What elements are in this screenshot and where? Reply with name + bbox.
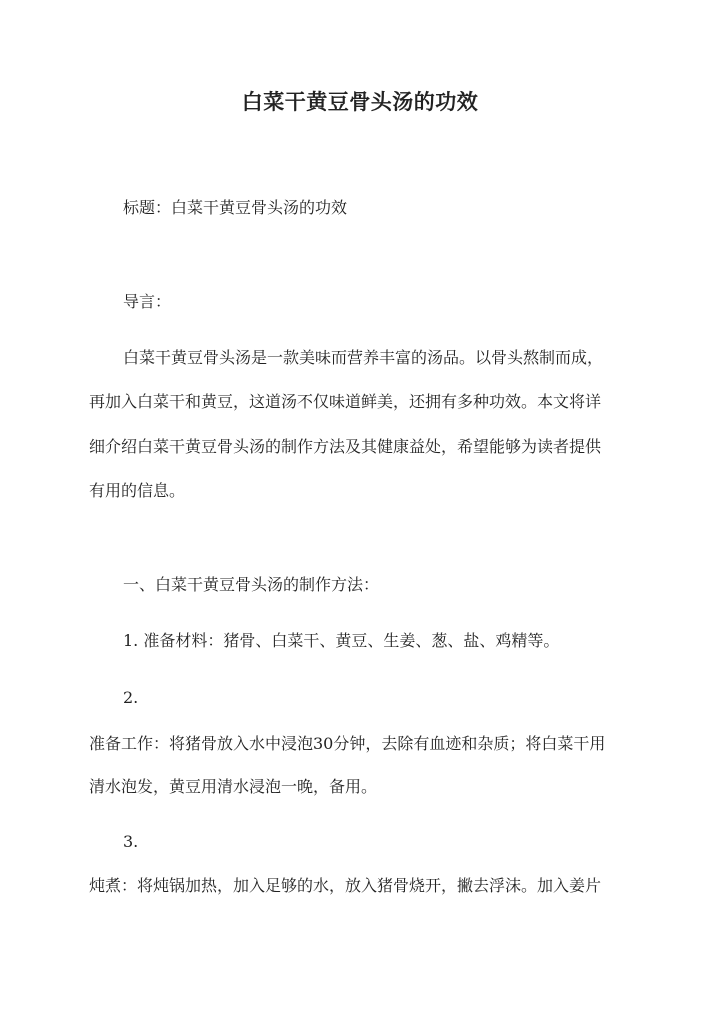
step-3-line: 炖煮：将炖锅加热，加入足够的水，放入猪骨烧开，撇去浮沫。加入姜片 — [89, 876, 602, 895]
step-3-number: 3. — [123, 832, 139, 851]
document-title: 白菜干黄豆骨头汤的功效 — [241, 89, 479, 114]
intro-paragraph-line: 有用的信息。 — [89, 481, 186, 500]
step-2-line: 清水泡发，黄豆用清水浸泡一晚，备用。 — [89, 777, 378, 796]
intro-heading: 导言： — [123, 292, 172, 311]
step-2-number: 2. — [123, 688, 139, 707]
intro-paragraph-line: 细介绍白菜干黄豆骨头汤的制作方法及其健康益处，希望能够为读者提供 — [89, 437, 602, 456]
intro-paragraph-line: 白菜干黄豆骨头汤是一款美味而营养丰富的汤品。以骨头熬制而成， — [123, 348, 604, 367]
step-2-line: 准备工作：将猪骨放入水中浸泡30分钟，去除有血迹和杂质；将白菜干用 — [89, 734, 606, 753]
subject-line: 标题：白菜干黄豆骨头汤的功效 — [123, 198, 348, 217]
intro-paragraph-line: 再加入白菜干和黄豆，这道汤不仅味道鲜美，还拥有多种功效。本文将详 — [89, 392, 602, 411]
section-heading: 一、白菜干黄豆骨头汤的制作方法： — [123, 575, 380, 594]
step-1: 1. 准备材料：猪骨、白菜干、黄豆、生姜、葱、盐、鸡精等。 — [123, 631, 560, 650]
